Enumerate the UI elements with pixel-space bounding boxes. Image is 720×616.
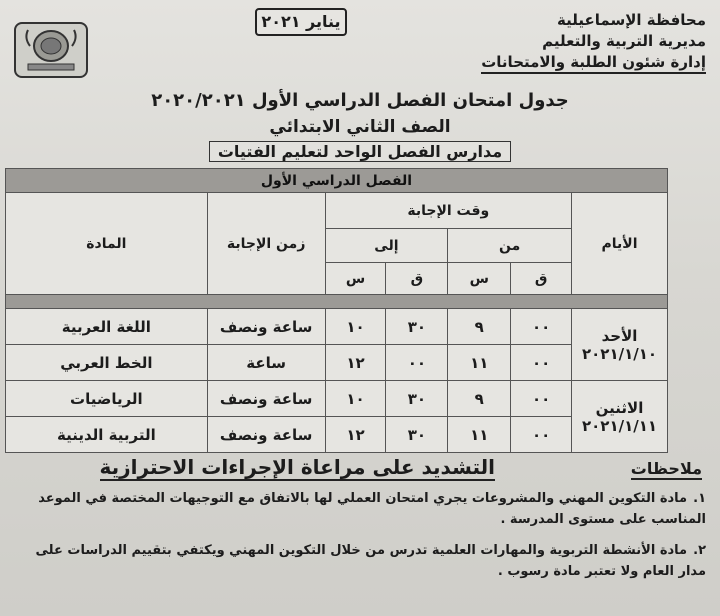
to-minute-cell: ٠٠ bbox=[386, 345, 448, 381]
duration-cell: ساعة ونصف bbox=[207, 417, 325, 453]
subject-cell: اللغة العربية bbox=[6, 309, 208, 345]
subject-cell: التربية الدينية bbox=[6, 417, 208, 453]
table-row bbox=[6, 345, 668, 381]
from-minute-cell: ٠٠ bbox=[511, 309, 572, 345]
governorate-name: محافظة الإسماعيلية bbox=[557, 11, 706, 29]
from-minute-header: ق bbox=[511, 263, 572, 295]
day-cell bbox=[572, 381, 668, 453]
duration-cell: ساعة bbox=[207, 345, 325, 381]
from-hour-header: س bbox=[448, 263, 511, 295]
to-minute-header: ق bbox=[386, 263, 448, 295]
answer-time-header: وقت الإجابة bbox=[325, 193, 572, 229]
to-hour-header: س bbox=[325, 263, 386, 295]
to-minute-cell: ٣٠ bbox=[386, 381, 448, 417]
from-hour-cell: ١١ bbox=[448, 345, 511, 381]
semester-band-row bbox=[6, 169, 668, 193]
grade-title: الصف الثاني الابتدائي bbox=[269, 117, 451, 137]
days-header: الأيام bbox=[572, 193, 668, 295]
duration-header: زمن الإجابة bbox=[207, 193, 325, 295]
notes-list bbox=[16, 488, 706, 592]
seal-emblem-icon bbox=[16, 24, 86, 76]
subject-header: المادة bbox=[6, 193, 208, 295]
ministry-seal-logo bbox=[14, 22, 88, 78]
to-hour-cell: ١٢ bbox=[325, 417, 386, 453]
department-name: إدارة شئون الطلبة والامتحانات bbox=[481, 53, 706, 74]
note-text: مادة التكوين المهني والمشروعات يجري امتحان العملي لها بالاتفاق مع التوجيهات المختصة في الموعد المناسب على مستوى المدرسة . bbox=[38, 491, 706, 527]
from-minute-cell: ٠٠ bbox=[511, 417, 572, 453]
day-date: ٢٠٢١/١/١١ bbox=[582, 416, 658, 435]
day-date: ٢٠٢١/١/١٠ bbox=[582, 344, 658, 363]
date-badge: يناير ٢٠٢١ bbox=[255, 8, 347, 36]
exam-title: جدول امتحان الفصل الدراسي الأول ٢٠٢٠/٢٠٢١ bbox=[151, 90, 569, 111]
list-item bbox=[16, 540, 706, 582]
note-number: ٢. bbox=[693, 543, 706, 558]
table-row bbox=[6, 309, 668, 345]
header-block bbox=[481, 10, 706, 73]
from-header: من bbox=[448, 229, 572, 263]
note-number: ١. bbox=[693, 491, 706, 506]
to-minute-cell: ٣٠ bbox=[386, 417, 448, 453]
subject-cell: الرياضيات bbox=[6, 381, 208, 417]
from-hour-cell: ١١ bbox=[448, 417, 511, 453]
from-hour-cell: ٩ bbox=[448, 309, 511, 345]
to-hour-cell: ١٢ bbox=[325, 345, 386, 381]
duration-cell: ساعة ونصف bbox=[207, 309, 325, 345]
header-row-1 bbox=[6, 193, 668, 229]
exam-schedule-table bbox=[5, 168, 668, 453]
list-item bbox=[16, 488, 706, 530]
precautions-emphasis: التشديد على مراعاة الإجراءات الاحترازية bbox=[99, 455, 495, 479]
note-text: مادة الأنشطة التربوية والمهارات العلمية تدرس من خلال التكوين المهني ويكتفي بتقييم الدراسات على مدار العام ولا تعتبر مادة رسوب . bbox=[35, 543, 706, 579]
from-hour-cell: ٩ bbox=[448, 381, 511, 417]
to-header: إلى bbox=[325, 229, 448, 263]
directorate-name: مديرية التربية والتعليم bbox=[542, 32, 706, 50]
day-name: الأحد bbox=[601, 326, 638, 345]
schools-subtitle: مدارس الفصل الواحد لتعليم الفتيات bbox=[209, 141, 511, 162]
to-minute-cell: ٣٠ bbox=[386, 309, 448, 345]
table-row bbox=[6, 381, 668, 417]
notes-label: ملاحظات bbox=[630, 459, 702, 478]
day-name: الاثنين bbox=[595, 398, 644, 417]
table-row bbox=[6, 417, 668, 453]
subject-cell: الخط العربي bbox=[6, 345, 208, 381]
duration-cell: ساعة ونصف bbox=[207, 381, 325, 417]
from-minute-cell: ٠٠ bbox=[511, 345, 572, 381]
to-hour-cell: ١٠ bbox=[325, 381, 386, 417]
to-hour-cell: ١٠ bbox=[325, 309, 386, 345]
from-minute-cell: ٠٠ bbox=[511, 381, 572, 417]
notes-header bbox=[10, 455, 710, 485]
semester-label: الفصل الدراسي الأول bbox=[6, 169, 668, 193]
day-cell bbox=[572, 309, 668, 381]
spacer-row bbox=[6, 295, 668, 309]
